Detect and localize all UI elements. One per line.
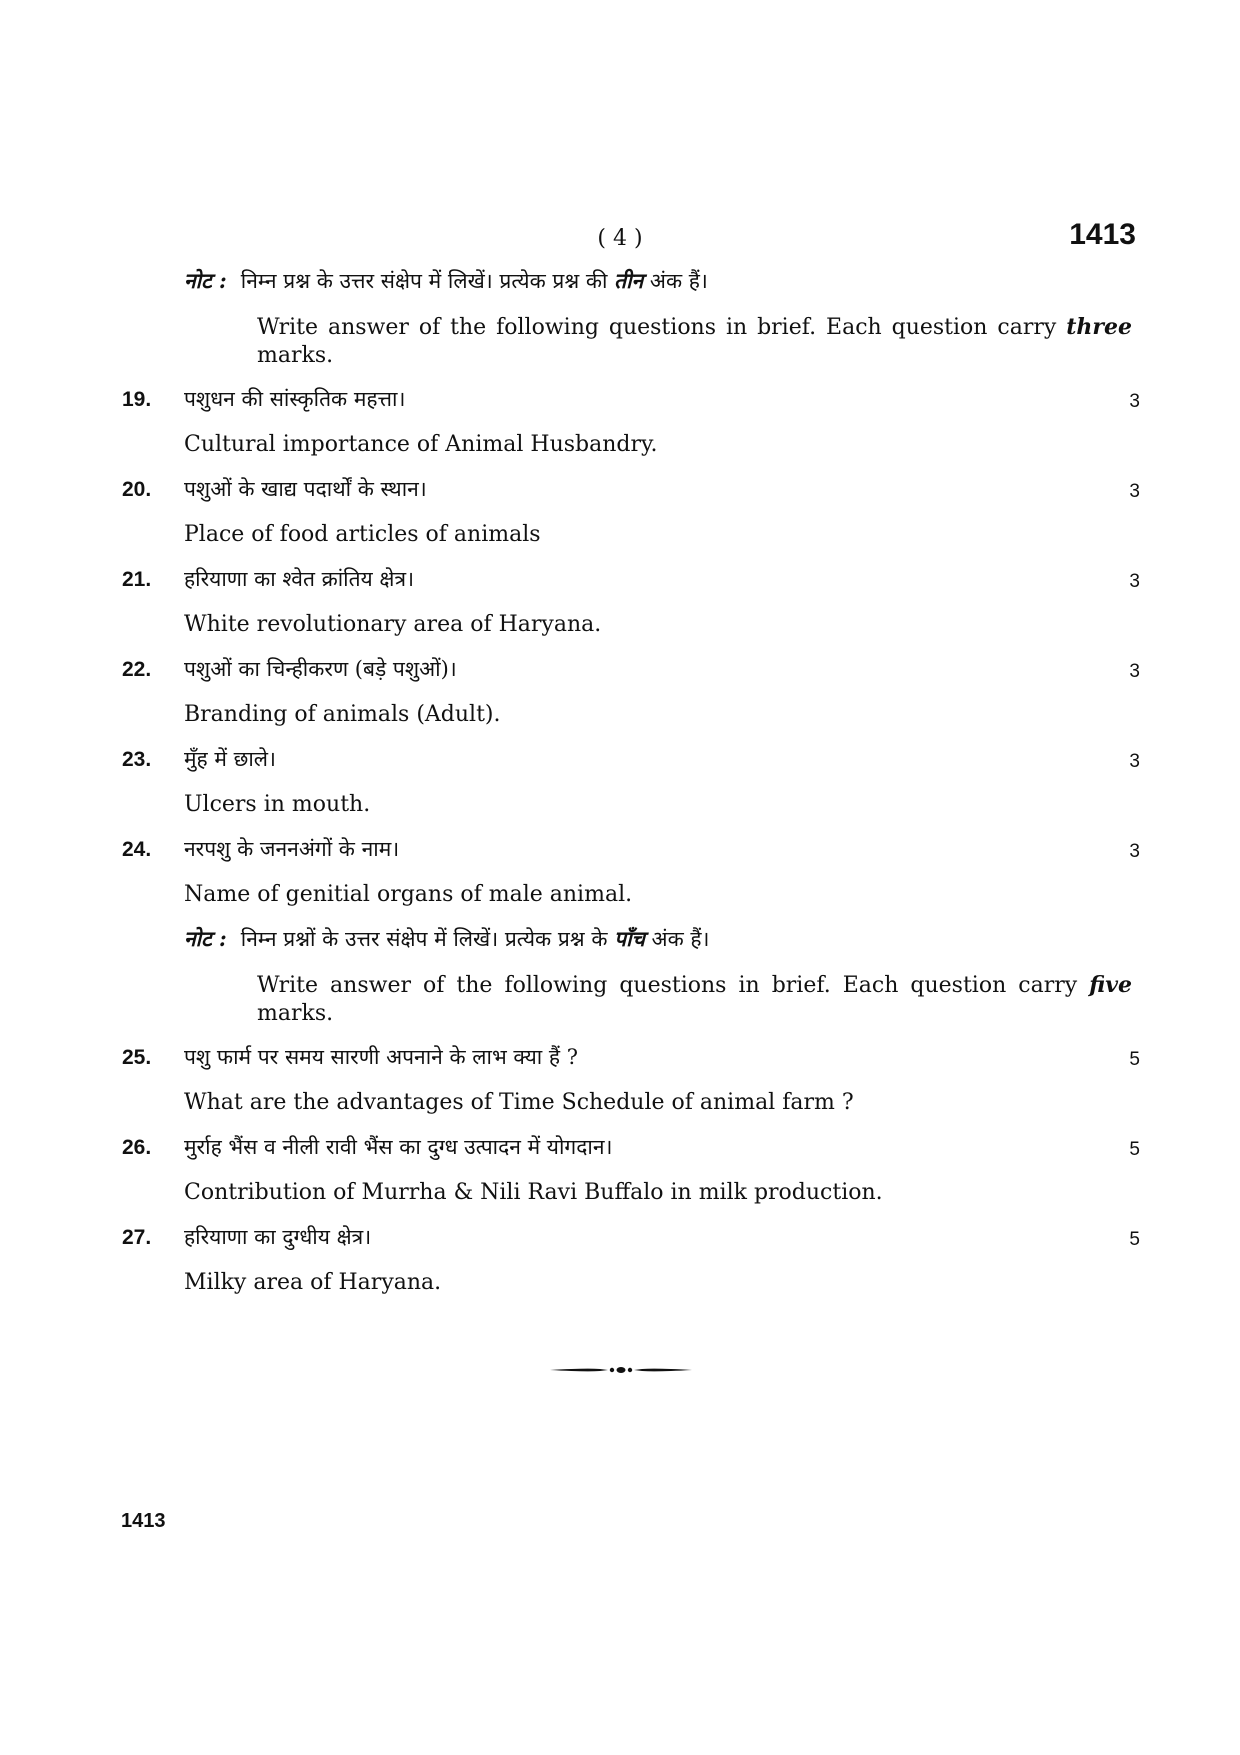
section-b-note-hindi <box>184 925 710 953</box>
note-hindi-text-end: अंक हैं। <box>649 269 708 293</box>
section-b-note-english <box>257 971 1132 1028</box>
end-ornament-icon <box>550 1364 692 1376</box>
question-marks: 3 <box>1129 661 1140 682</box>
question-marks: 5 <box>1129 1049 1140 1070</box>
note-english-text-end: marks. <box>257 1001 334 1026</box>
question-number: 23. <box>122 748 152 771</box>
question-english: Name of genitial organs of male animal. <box>184 882 633 907</box>
question-english: Milky area of Haryana. <box>184 1270 442 1295</box>
question-hindi: मुँह में छाले। <box>184 747 276 771</box>
question-hindi: हरियाणा का श्वेत क्रांतिय क्षेत्र। <box>184 567 415 591</box>
note-english-text: Write answer of the following questions in brief. Each question carry <box>257 973 1078 998</box>
question-marks: 3 <box>1129 391 1140 412</box>
note-label: नोट : <box>184 268 227 293</box>
question-marks: 5 <box>1129 1139 1140 1160</box>
question-number: 27. <box>122 1226 152 1249</box>
question-number: 21. <box>122 568 152 591</box>
question-english: What are the advantages of Time Schedule of animal farm ? <box>184 1090 854 1115</box>
question-english: Contribution of Murrha & Nili Ravi Buffalo in milk production. <box>184 1180 883 1205</box>
question-hindi: पशु फार्म पर समय सारणी अपनाने के लाभ क्या हैं ? <box>184 1045 578 1069</box>
question-english: White revolutionary area of Haryana. <box>184 612 602 637</box>
section-a-note-english <box>257 313 1132 370</box>
question-hindi: नरपशु के जननअंगों के नाम। <box>184 837 400 861</box>
question-hindi: हरियाणा का दुग्धीय क्षेत्र। <box>184 1225 372 1249</box>
note-hindi-emphasis: तीन <box>614 268 644 293</box>
note-hindi-text: निम्न प्रश्नों के उत्तर संक्षेप में लिखें। प्रत्येक प्रश्न के <box>240 927 608 951</box>
question-hindi: पशुधन की सांस्कृतिक महत्ता। <box>184 387 406 411</box>
note-label: नोट : <box>184 926 227 951</box>
question-english: Ulcers in mouth. <box>184 792 371 817</box>
note-english-text-end: marks. <box>257 343 334 368</box>
section-a-note-hindi <box>184 267 708 295</box>
question-hindi: पशुओं का चिन्हीकरण (बड़े पशुओं)। <box>184 657 457 681</box>
page-number: ( 4 ) <box>597 226 643 251</box>
question-number: 22. <box>122 658 152 681</box>
question-number: 20. <box>122 478 152 501</box>
note-hindi-text-end: अंक हैं। <box>651 927 710 951</box>
note-hindi-emphasis: पाँच <box>614 926 645 951</box>
question-number: 19. <box>122 388 152 411</box>
question-english: Cultural importance of Animal Husbandry. <box>184 432 658 457</box>
question-english: Place of food articles of animals <box>184 522 541 547</box>
question-marks: 3 <box>1129 481 1140 502</box>
question-number: 25. <box>122 1046 152 1069</box>
question-english: Branding of animals (Adult). <box>184 702 501 727</box>
paper-code-top: 1413 <box>1069 218 1136 251</box>
question-number: 24. <box>122 838 152 861</box>
question-marks: 5 <box>1129 1229 1140 1250</box>
note-english-emphasis: three <box>1066 314 1132 340</box>
question-marks: 3 <box>1129 571 1140 592</box>
question-marks: 3 <box>1129 841 1140 862</box>
note-english-emphasis: five <box>1089 972 1132 998</box>
question-marks: 3 <box>1129 751 1140 772</box>
question-hindi: पशुओं के खाद्य पदार्थों के स्थान। <box>184 477 427 501</box>
note-hindi-text: निम्न प्रश्न के उत्तर संक्षेप में लिखें। प्रत्येक प्रश्न की <box>240 269 608 293</box>
note-english-text: Write answer of the following questions in brief. Each question carry <box>257 315 1057 340</box>
paper-code-bottom: 1413 <box>121 1510 166 1532</box>
question-number: 26. <box>122 1136 152 1159</box>
question-hindi: मुर्राह भैंस व नीली रावी भैंस का दुग्ध उत्पादन में योगदान। <box>184 1135 613 1159</box>
